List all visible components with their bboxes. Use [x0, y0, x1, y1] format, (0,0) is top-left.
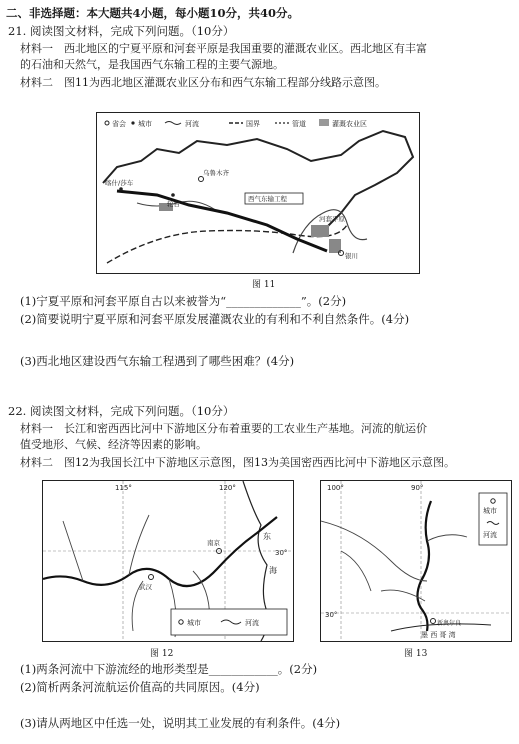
figure-12-map — [42, 480, 294, 642]
fig12-legend-river: 河流 — [245, 619, 259, 627]
legend-capital: 省会 — [112, 120, 126, 128]
q21-material1-line2: 的石油和天然气，是我国西气东输工程的主要气源地。 — [20, 58, 284, 71]
fig13-legend-city: 城市 — [483, 507, 497, 515]
capital-legend-icon — [105, 121, 109, 125]
q21-stem: 21. 阅读图文材料，完成下列问题。（10分） — [8, 24, 235, 38]
fig12-lon-120: 120° — [219, 484, 236, 492]
legend-irrigated: 灌溉农业区 — [332, 120, 367, 128]
label-yinchuan: 银川 — [345, 252, 358, 260]
label-lunnan: 轮台 — [167, 200, 180, 208]
q21-sub1: (1)宁夏平原和河套平原自古以来被誉为“_____________”。(2分) — [20, 294, 347, 308]
label-kashgar: 喀什/莎车 — [105, 179, 134, 187]
fig13-lon-100: 100° — [327, 484, 344, 492]
section-title: 二、非选择题：本大题共4小题，每小题10分，共40分。 — [6, 6, 300, 20]
figure-12-caption: 图 12 — [150, 649, 174, 659]
national-border — [103, 131, 413, 229]
q21-material1-line1: 材料一 西北地区的宁夏平原和河套平原是我国重要的灌溉农业区。西北地区有丰富 — [20, 42, 427, 55]
label-gulf-of-mexico: 墨 西 哥 湾 — [421, 631, 456, 639]
figure-12-svg — [43, 481, 293, 641]
fig13-legend-river: 河流 — [483, 531, 497, 539]
q22-stem: 22. 阅读图文材料，完成下列问题。（10分） — [8, 404, 235, 418]
q21-material2: 材料二 图11为西北地区灌溉农业区分布和西气东输工程部分线路示意图。 — [20, 76, 386, 89]
fig13-lon-90: 90° — [411, 484, 424, 492]
q21-sub2: (2)简要说明宁夏平原和河套平原发展灌溉农业的有利和不利自然条件。(4分) — [20, 312, 410, 326]
fig12-lon-115: 115° — [115, 484, 132, 492]
fig13-lat-30: 30° — [325, 611, 338, 619]
fig12-east: 东 — [263, 532, 271, 541]
river-legend-icon — [165, 122, 181, 125]
legend-city: 城市 — [138, 120, 152, 128]
q22-sub2: (2)简析两条河流航运价值高的共同原因。(4分) — [20, 680, 260, 694]
tributary-rivers — [321, 521, 467, 601]
city-legend-icon — [131, 121, 134, 124]
q22-sub1: (1)两条河流中下游流经的地形类型是____________。(2分) — [20, 662, 318, 676]
figure-13-caption: 图 13 — [404, 649, 428, 659]
q22-material1-line1: 材料一 长江和密西西比河中下游地区分布着重要的工农业生产基地。河流的航运价 — [20, 422, 427, 435]
q22-material2: 材料二 图12为我国长江中下游地区示意图，图13为美国密西西比河中下游地区示意图。 — [20, 456, 455, 469]
city-marker — [149, 575, 154, 580]
irrigated-area — [311, 225, 329, 237]
irrigated-legend-icon — [319, 119, 329, 126]
city-marker — [199, 177, 204, 182]
q22-sub3: (3)请从两地区中任选一处，说明其工业发展的有利条件。(4分) — [20, 716, 341, 730]
fig12-legend-city: 城市 — [187, 619, 201, 627]
legend-river: 河流 — [185, 120, 199, 128]
mississippi-river — [417, 501, 431, 631]
fig12-sea: 海 — [269, 566, 277, 575]
label-pipeline-project: 西气东输工程 — [248, 195, 287, 203]
figure-11-caption: 图 11 — [252, 280, 276, 290]
label-new-orleans: 新奥尔良 — [437, 620, 462, 627]
label-wuhan: 武汉 — [139, 583, 152, 591]
yangtze-river — [43, 517, 277, 586]
fig12-lat-30: 30° — [275, 549, 288, 557]
city-marker — [431, 619, 436, 624]
city-marker — [119, 187, 123, 191]
q21-sub3: (3)西北地区建设西气东输工程遇到了哪些困难？(4分) — [20, 354, 295, 368]
legend-border: 国界 — [246, 120, 260, 128]
figure-13-svg — [321, 481, 511, 641]
label-nanjing: 南京 — [207, 539, 220, 547]
figure-13-map — [320, 480, 512, 642]
figure-11-svg — [97, 113, 419, 273]
legend-pipeline: 管道 — [292, 120, 306, 128]
city-marker — [171, 193, 175, 197]
label-urumqi: 乌鲁木齐 — [203, 169, 229, 177]
label-plain: 河套平原 — [319, 215, 345, 223]
q22-material1-line2: 值受地形、气候、经济等因素的影响。 — [20, 438, 207, 451]
figure-11-map — [96, 112, 420, 274]
